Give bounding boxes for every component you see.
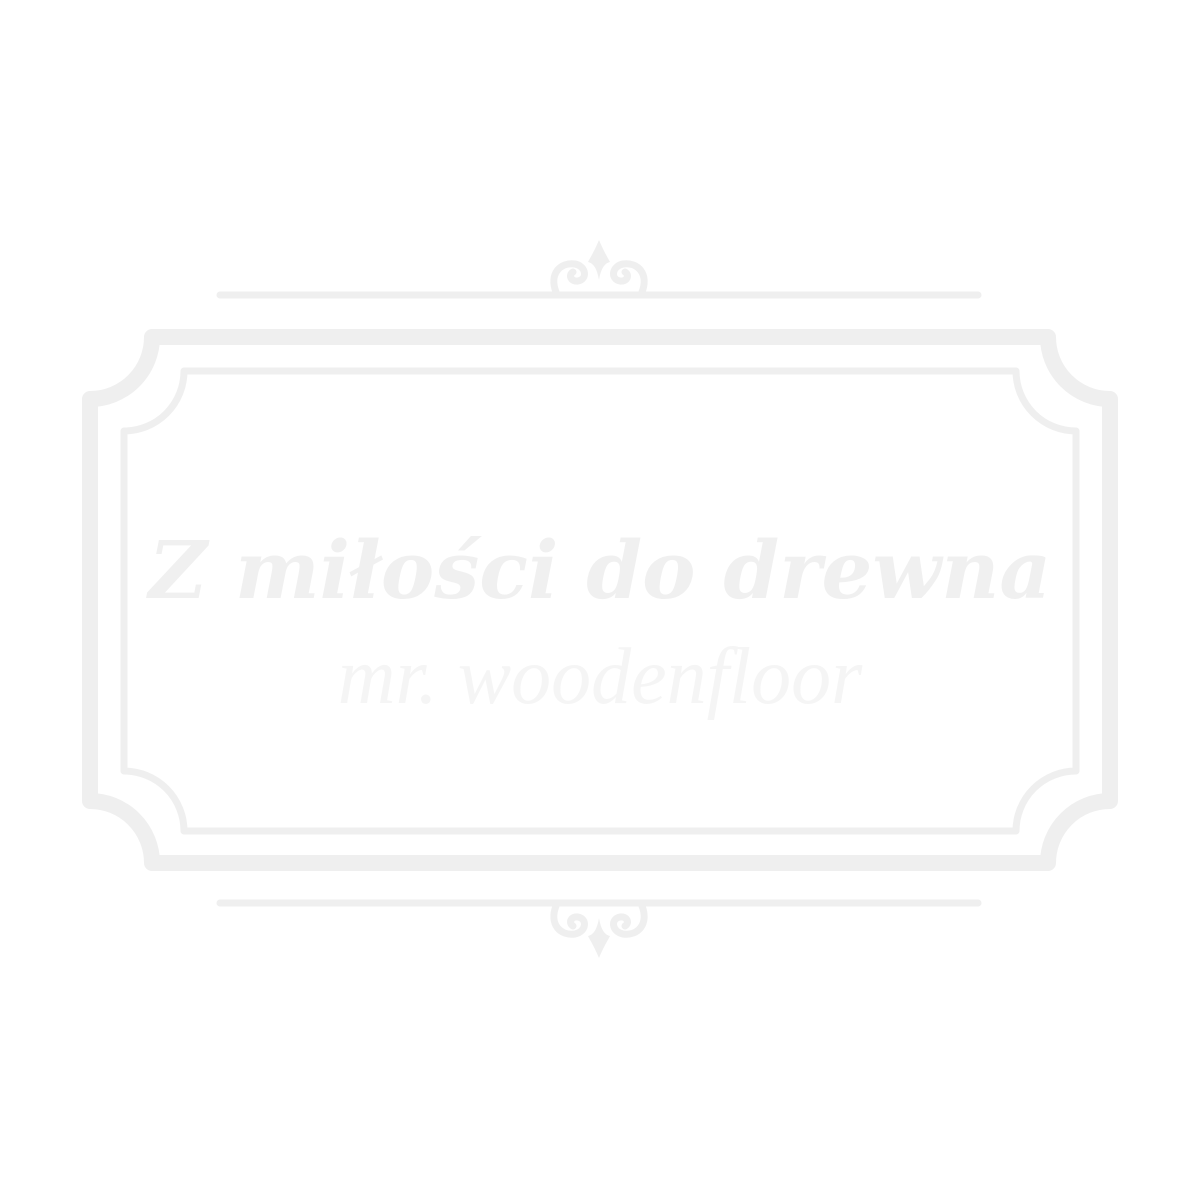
sign-headline: Z miłości do drewna: [148, 523, 1052, 617]
top-spade-ornament: [588, 240, 610, 280]
sign-subline: mr. woodenfloor: [337, 633, 863, 721]
bottom-spade-ornament: [588, 918, 610, 958]
